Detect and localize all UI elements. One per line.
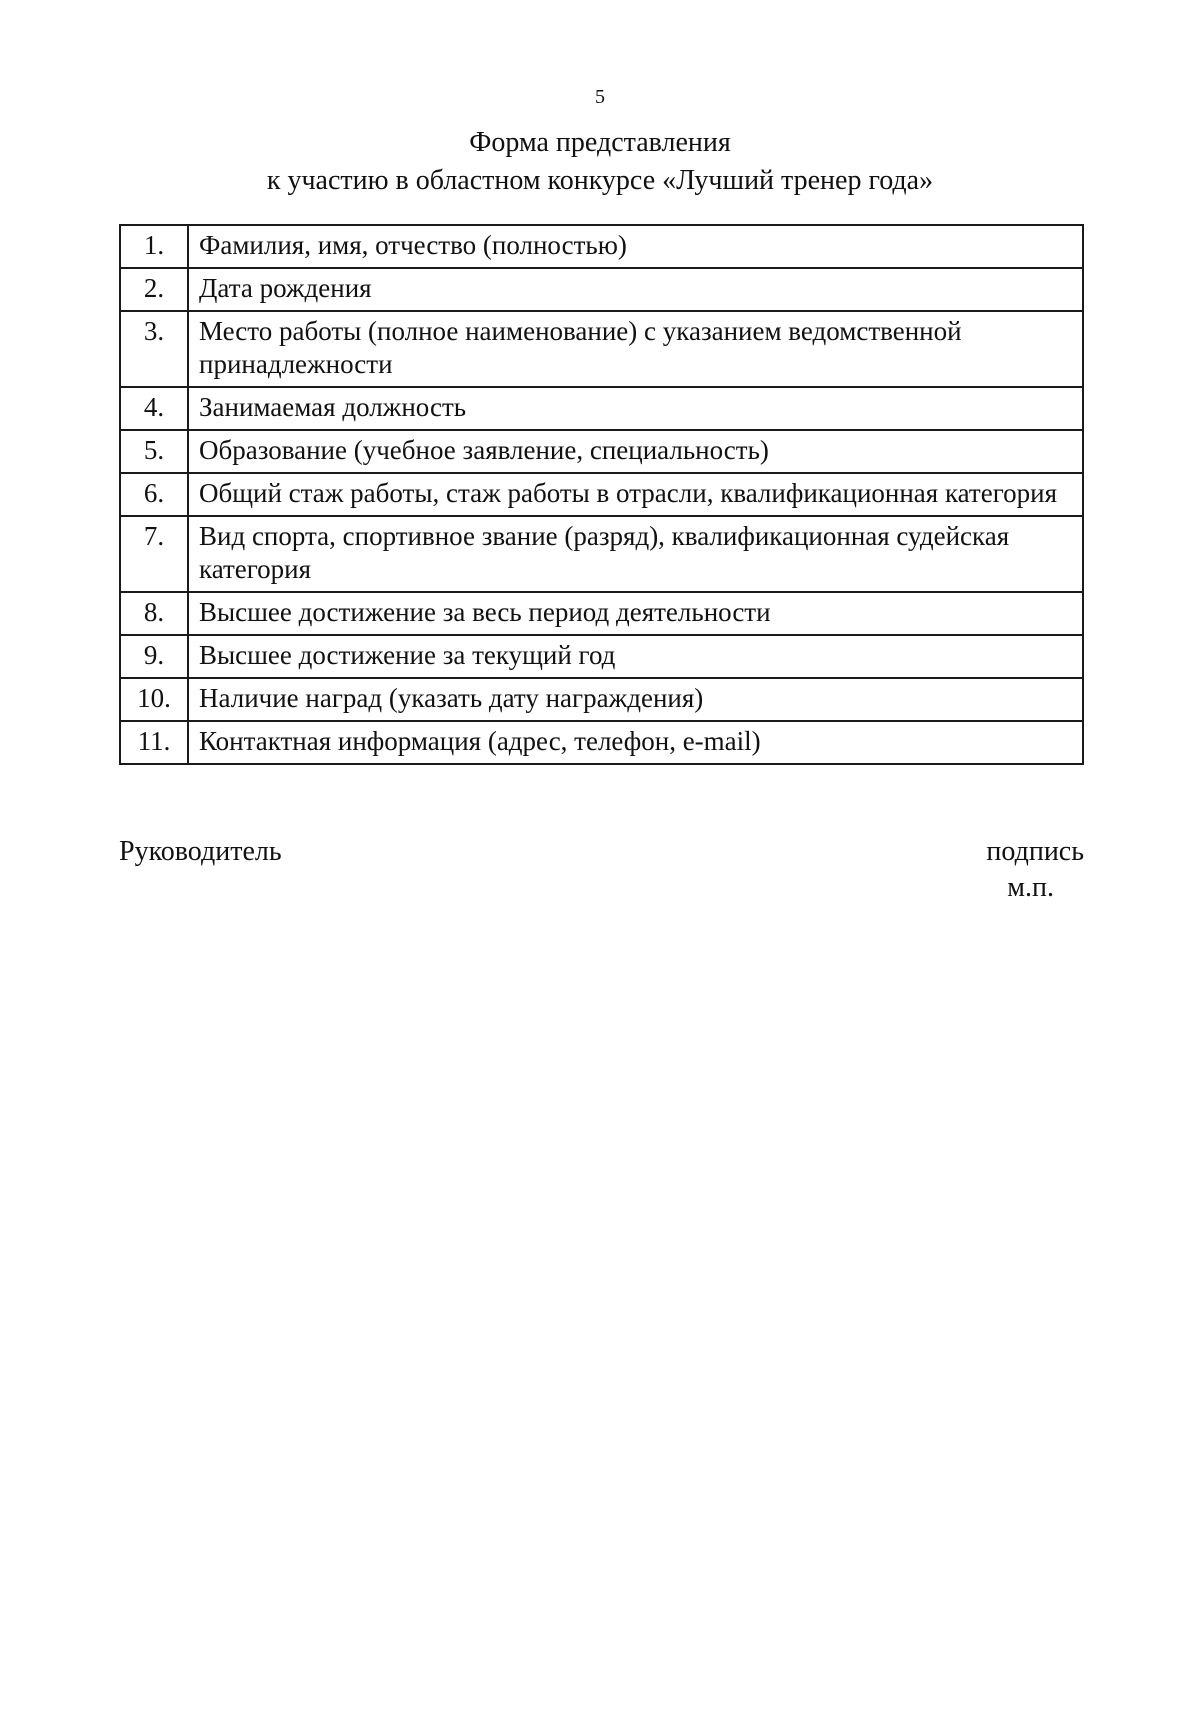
table-row (120, 268, 1083, 311)
row-text: Контактная информация (адрес, телефон, e-mail) (188, 721, 1083, 764)
row-text: Общий стаж работы, стаж работы в отрасли, квалификационная категория (188, 473, 1083, 516)
form-title-line-2: к участию в областном конкурсе «Лучший тренер года» (266, 165, 934, 196)
row-number: 2. (120, 268, 188, 311)
row-text: Наличие наград (указать дату награждения) (188, 678, 1083, 721)
table-row (120, 430, 1083, 473)
row-text: Образование (учебное заявление, специальность) (188, 430, 1083, 473)
row-number: 9. (120, 635, 188, 678)
table-row (120, 387, 1083, 430)
row-number: 11. (120, 721, 188, 764)
form-title-line-1: Форма представления (469, 127, 731, 158)
row-text: Место работы (полное наименование) с указанием ведомственной принадлежности (188, 311, 1083, 387)
row-text: Дата рождения (188, 268, 1083, 311)
form-title (0, 124, 1200, 200)
table-row (120, 473, 1083, 516)
row-number: 1. (120, 225, 188, 268)
form-table (119, 224, 1084, 765)
table-row (120, 635, 1083, 678)
table-row (120, 592, 1083, 635)
row-text: Занимаемая должность (188, 387, 1083, 430)
row-number: 3. (120, 311, 188, 387)
row-number: 8. (120, 592, 188, 635)
row-text: Вид спорта, спортивное звание (разряд), квалификационная судейская категория (188, 516, 1083, 592)
table-row (120, 721, 1083, 764)
row-text: Высшее достижение за весь период деятельности (188, 592, 1083, 635)
manager-label: Руководитель (119, 836, 282, 867)
row-number: 4. (120, 387, 188, 430)
row-number: 10. (120, 678, 188, 721)
page-number: 5 (595, 86, 605, 108)
row-number: 7. (120, 516, 188, 592)
row-number: 6. (120, 473, 188, 516)
row-text: Фамилия, имя, отчество (полностью) (188, 225, 1083, 268)
row-number: 5. (120, 430, 188, 473)
stamp-label: м.п. (1007, 872, 1054, 903)
table-row (120, 516, 1083, 592)
row-text: Высшее достижение за текущий год (188, 635, 1083, 678)
table-row (120, 225, 1083, 268)
signature-label: подпись (986, 836, 1084, 867)
table-row (120, 678, 1083, 721)
table-row (120, 311, 1083, 387)
